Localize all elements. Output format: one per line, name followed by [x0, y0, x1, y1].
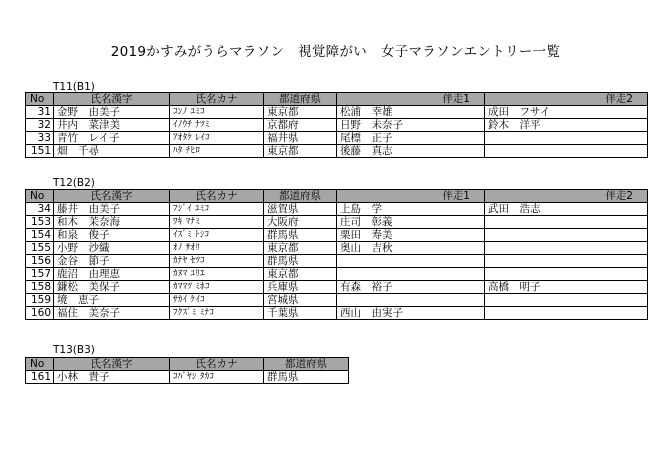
cell-guide1: 西山 由実子 — [337, 307, 485, 320]
cell-guide2 — [485, 229, 648, 242]
section-label-t13: T13(B3) — [53, 344, 95, 356]
table-row — [26, 371, 349, 384]
cell-guide2 — [485, 307, 648, 320]
cell-guide2 — [485, 145, 648, 158]
cell-kana: ﾊﾀ ﾁﾋﾛ — [170, 145, 264, 158]
cell-kana: ｻｶｲ ｹｲｺ — [170, 294, 264, 307]
table-header-row — [26, 358, 349, 371]
table-row — [26, 132, 648, 145]
cell-guide1: 松浦 幸雄 — [337, 106, 485, 119]
cell-no: 34 — [26, 203, 54, 216]
cell-no: 33 — [26, 132, 54, 145]
cell-no: 154 — [26, 229, 54, 242]
cell-kanji: 小野 沙織 — [54, 242, 170, 255]
table-header-row — [26, 190, 648, 203]
header-pref: 都道府県 — [264, 190, 337, 203]
table-row — [26, 255, 648, 268]
entry-table-t13 — [25, 357, 349, 384]
cell-kana: ｵﾉ ｻｵﾘ — [170, 242, 264, 255]
cell-kanji: 和泉 俊子 — [54, 229, 170, 242]
cell-kana: ｲｽﾞﾐ ﾄｼｺ — [170, 229, 264, 242]
cell-kana: ｺﾊﾞﾔｼ ﾀｶｺ — [170, 371, 264, 384]
cell-kanji: 青竹 レイ子 — [54, 132, 170, 145]
table-row — [26, 281, 648, 294]
table-row — [26, 216, 648, 229]
header-pref: 都道府県 — [264, 93, 337, 106]
cell-guide1: 庄司 彰義 — [337, 216, 485, 229]
cell-kana: ﾜｷ ﾏﾅﾐ — [170, 216, 264, 229]
table-row — [26, 229, 648, 242]
cell-pref: 宮城県 — [264, 294, 337, 307]
cell-no: 159 — [26, 294, 54, 307]
cell-kana: ｶﾇﾏ ﾕﾘｴ — [170, 268, 264, 281]
cell-guide1: 後藤 真志 — [337, 145, 485, 158]
cell-pref: 群馬県 — [264, 255, 337, 268]
cell-kanji: 畑 千尋 — [54, 145, 170, 158]
cell-pref: 大阪府 — [264, 216, 337, 229]
table-row — [26, 106, 648, 119]
cell-guide1: 有森 裕子 — [337, 281, 485, 294]
cell-pref: 千葉県 — [264, 307, 337, 320]
cell-guide1: 日野 未奈子 — [337, 119, 485, 132]
header-guide1: 伴走1 — [337, 190, 485, 203]
cell-pref: 群馬県 — [264, 229, 337, 242]
cell-no: 156 — [26, 255, 54, 268]
cell-kana: ｺﾝﾉ ﾕﾐｺ — [170, 106, 264, 119]
cell-guide1: 奥山 吉秋 — [337, 242, 485, 255]
cell-pref: 東京都 — [264, 145, 337, 158]
header-guide2: 伴走2 — [485, 93, 648, 106]
cell-kanji: 境 恵子 — [54, 294, 170, 307]
cell-pref: 兵庫県 — [264, 281, 337, 294]
cell-guide2 — [485, 132, 648, 145]
cell-guide1: 上島 学 — [337, 203, 485, 216]
cell-guide2 — [485, 268, 648, 281]
header-kanji: 氏名漢字 — [54, 358, 170, 371]
cell-no: 153 — [26, 216, 54, 229]
table-row — [26, 242, 648, 255]
cell-pref: 京都府 — [264, 119, 337, 132]
cell-kanji: 福住 美奈子 — [54, 307, 170, 320]
cell-kanji: 金谷 節子 — [54, 255, 170, 268]
cell-guide1 — [337, 255, 485, 268]
cell-kana: ｶﾏﾏﾂ ﾐﾎｺ — [170, 281, 264, 294]
cell-pref: 群馬県 — [264, 371, 349, 384]
cell-pref: 東京都 — [264, 268, 337, 281]
cell-no: 31 — [26, 106, 54, 119]
table-row — [26, 119, 648, 132]
cell-guide2: 武田 浩志 — [485, 203, 648, 216]
cell-kana: ｶﾅﾔ ｾﾂｺ — [170, 255, 264, 268]
cell-guide2 — [485, 294, 648, 307]
header-kana: 氏名カナ — [170, 93, 264, 106]
table-row — [26, 268, 648, 281]
cell-guide2: 鈴木 洋平 — [485, 119, 648, 132]
cell-kana: ﾌｼﾞｲ ﾕﾐｺ — [170, 203, 264, 216]
section-label-t12: T12(B2) — [53, 177, 95, 189]
cell-pref: 東京都 — [264, 242, 337, 255]
cell-pref: 東京都 — [264, 106, 337, 119]
header-kanji: 氏名漢字 — [54, 190, 170, 203]
cell-kanji: 鹿沼 由理恵 — [54, 268, 170, 281]
cell-kanji: 金野 由美子 — [54, 106, 170, 119]
header-kana: 氏名カナ — [170, 358, 264, 371]
cell-kanji: 小林 貴子 — [54, 371, 170, 384]
entry-table-t11 — [25, 92, 648, 158]
cell-kana: ﾌｸｽﾞﾐ ﾐﾅｺ — [170, 307, 264, 320]
header-no: No — [26, 358, 54, 371]
header-kana: 氏名カナ — [170, 190, 264, 203]
cell-no: 158 — [26, 281, 54, 294]
cell-guide1: 尾標 正子 — [337, 132, 485, 145]
cell-no: 157 — [26, 268, 54, 281]
cell-kanji: 藤井 由美子 — [54, 203, 170, 216]
cell-no: 161 — [26, 371, 54, 384]
cell-pref: 滋賀県 — [264, 203, 337, 216]
cell-guide2: 成田 フサイ — [485, 106, 648, 119]
table-header-row — [26, 93, 648, 106]
header-kanji: 氏名漢字 — [54, 93, 170, 106]
cell-guide2 — [485, 242, 648, 255]
header-pref: 都道府県 — [264, 358, 349, 371]
table-row — [26, 307, 648, 320]
cell-guide2: 高橋 明子 — [485, 281, 648, 294]
header-guide2: 伴走2 — [485, 190, 648, 203]
cell-kanji: 和木 茉奈海 — [54, 216, 170, 229]
table-row — [26, 203, 648, 216]
table-row — [26, 294, 648, 307]
header-no: No — [26, 93, 54, 106]
header-guide1: 伴走1 — [337, 93, 485, 106]
entry-table-t12 — [25, 189, 648, 320]
cell-kanji: 鎌松 美保子 — [54, 281, 170, 294]
cell-guide2 — [485, 255, 648, 268]
table-row — [26, 145, 648, 158]
cell-kana: ｲﾉｳﾁ ﾅﾂﾐ — [170, 119, 264, 132]
cell-pref: 福井県 — [264, 132, 337, 145]
header-no: No — [26, 190, 54, 203]
cell-no: 160 — [26, 307, 54, 320]
cell-no: 151 — [26, 145, 54, 158]
cell-guide1 — [337, 294, 485, 307]
cell-kana: ｱｵﾀｹ ﾚｲｺ — [170, 132, 264, 145]
cell-no: 32 — [26, 119, 54, 132]
page-title: 2019かすみがうらマラソン 視覚障がい 女子マラソンエントリー一覧 — [110, 44, 561, 60]
cell-kanji: 井内 菜津美 — [54, 119, 170, 132]
section-label-t11: T11(B1) — [53, 81, 95, 93]
cell-no: 155 — [26, 242, 54, 255]
cell-guide1: 栗田 寿美 — [337, 229, 485, 242]
cell-guide1 — [337, 268, 485, 281]
cell-guide2 — [485, 216, 648, 229]
